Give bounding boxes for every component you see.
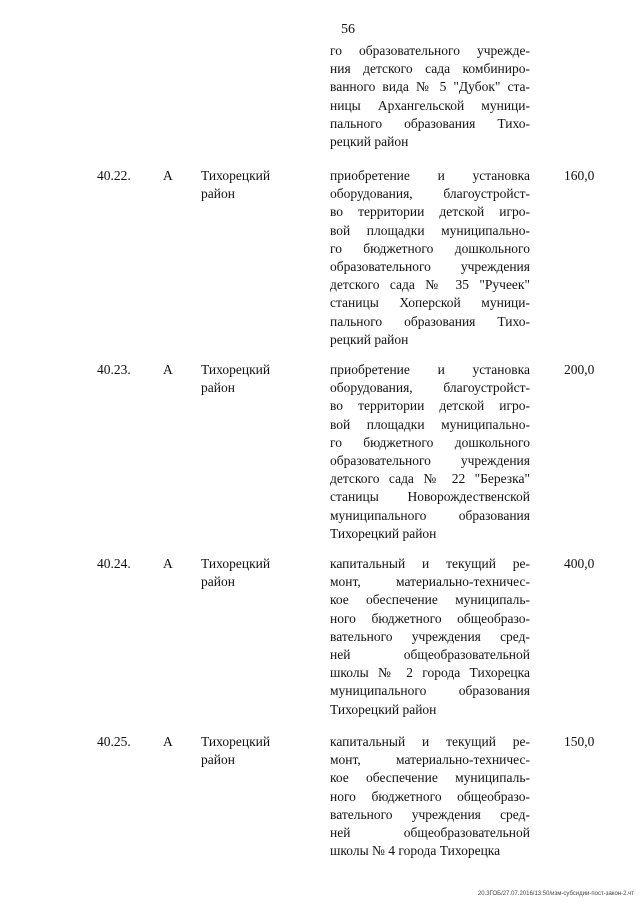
desc-line: вой площадки муниципально- <box>330 416 530 432</box>
row-category: А <box>163 556 173 571</box>
row-description <box>330 555 530 719</box>
desc-line: детского сада № 22 "Березка" <box>330 471 530 487</box>
desc-line: школы № 4 города Тихорецка <box>330 843 501 859</box>
row-category: А <box>163 362 173 377</box>
row-region: Тихорецкий район <box>201 168 271 201</box>
page-number: 56 <box>341 22 355 37</box>
desc-line: капитальный и текущий ре- <box>330 556 530 571</box>
desc-line: во территории детской игро- <box>330 204 530 220</box>
desc-line: ванного вида № 5 "Дубок" ста- <box>330 79 530 95</box>
desc-line: монт, материально-техничес- <box>330 752 530 768</box>
desc-line: кое обеспечение муниципаль- <box>330 592 530 608</box>
desc-line: пального образования Тихо- <box>330 313 530 329</box>
desc-line: го бюджетного дошкольного <box>330 434 530 450</box>
row-number: 40.25. <box>97 734 131 749</box>
desc-line: образовательного учреждения <box>330 453 530 469</box>
desc-line: станицы Новорождественской <box>330 489 530 505</box>
desc-line: кое обеспечение муниципаль- <box>330 770 530 786</box>
row-number: 40.24. <box>97 556 131 571</box>
continuation-description <box>330 42 530 151</box>
desc-line: образовательного учреждения <box>330 259 530 275</box>
row-region: Тихорецкий район <box>201 556 271 589</box>
row-number: 40.23. <box>97 362 131 377</box>
desc-line: вой площадки муниципально- <box>330 222 530 238</box>
row-category: А <box>163 734 173 749</box>
footer-file-reference: 20.3ГОБ/27.07.2016/13:50/изм-субсидии-пост-закон-2.чт <box>477 891 634 897</box>
desc-line: ницы Архангельской муници- <box>330 97 530 113</box>
row-amount: 400,0 <box>564 556 595 571</box>
row-region: Тихорецкий район <box>201 362 271 395</box>
desc-line: во территории детской игро- <box>330 398 530 414</box>
desc-line: го образовательного учрежде- <box>330 43 530 58</box>
row-description <box>330 733 530 860</box>
row-category: А <box>163 168 173 183</box>
desc-line: оборудования, благоустройст- <box>330 380 530 396</box>
row-amount: 200,0 <box>564 362 595 377</box>
desc-line: ней общеобразовательной <box>330 647 530 663</box>
row-number: 40.22. <box>97 168 131 183</box>
desc-line: капитальный и текущий ре- <box>330 734 530 749</box>
desc-line: муниципального образования <box>330 683 530 699</box>
desc-line: Тихорецкий район <box>330 701 437 717</box>
desc-line: монт, материально-техничес- <box>330 574 530 590</box>
desc-line: приобретение и установка <box>330 168 530 183</box>
row-description <box>330 361 530 543</box>
desc-line: ния детского сада комбиниро- <box>330 61 530 77</box>
desc-line: ного бюджетного общеобразо- <box>330 610 530 626</box>
desc-line: ного бюджетного общеобразо- <box>330 788 530 804</box>
desc-line: приобретение и установка <box>330 362 530 377</box>
desc-line: Тихорецкий район <box>330 525 437 541</box>
desc-line: пального образования Тихо- <box>330 115 530 131</box>
desc-line: рецкий район <box>330 331 409 347</box>
desc-line: го бюджетного дошкольного <box>330 240 530 256</box>
desc-line: оборудования, благоустройст- <box>330 186 530 202</box>
desc-line: муниципального образования <box>330 507 530 523</box>
row-amount: 150,0 <box>564 734 595 749</box>
desc-line: вательного учреждения сред- <box>330 628 530 644</box>
desc-line: школы № 2 города Тихорецка <box>330 665 530 681</box>
desc-line: вательного учреждения сред- <box>330 806 530 822</box>
desc-line: станицы Хоперской муници- <box>330 295 530 311</box>
row-amount: 160,0 <box>564 168 595 183</box>
desc-line: детского сада № 35 "Ручеек" <box>330 277 530 293</box>
row-region: Тихорецкий район <box>201 734 271 767</box>
desc-line: ней общеобразовательной <box>330 825 530 841</box>
row-description <box>330 167 530 349</box>
desc-line: рецкий район <box>330 134 409 150</box>
